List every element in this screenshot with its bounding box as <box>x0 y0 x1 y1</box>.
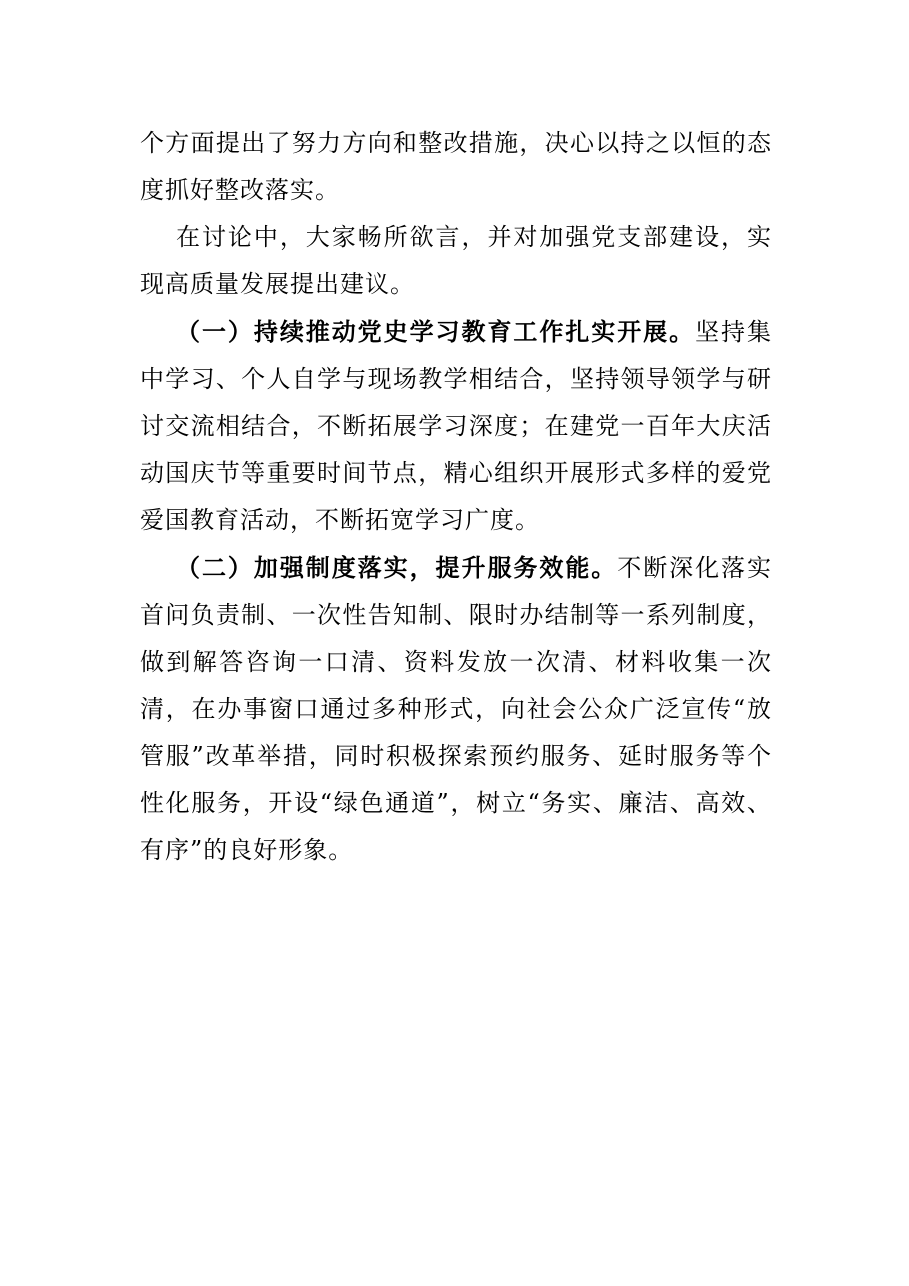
paragraph-text: 不断深化落实首问负责制、一次性告知制、限时办结制等一系列制度，做到解答咨询一口清、资料发放一次清、材料收集一次清，在办事窗口通过多种形式，向社会公众广泛宣传“放管服”改革举措，同时积极探索预约服务、延时服务等个性化服务，开设“绿色通道”，树立“务实、廉洁、高效、有序”的良好形象。 <box>140 554 773 864</box>
paragraph-item-one <box>140 308 772 544</box>
paragraph-continuation <box>140 120 772 214</box>
paragraph-item-two <box>140 544 772 874</box>
document-body <box>140 120 772 874</box>
paragraph-text: 坚持集中学习、个人自学与现场教学相结合，坚持领导领学与研讨交流相结合，不断拓展学习深度；在建党一百年大庆活动国庆节等重要时间节点，精心组织开展形式多样的爱党爱国教育活动，不断拓宽学习广度。 <box>140 318 773 534</box>
paragraph-discussion <box>140 214 772 308</box>
paragraph-heading: （一）持续推动党史学习教育工作扎实开展。 <box>176 317 696 346</box>
paragraph-heading: （二）加强制度落实，提升服务效能。 <box>176 553 618 582</box>
paragraph-text: 个方面提出了努力方向和整改措施，决心以持之以恒的态度抓好整改落实。 <box>140 129 772 204</box>
paragraph-text: 在讨论中，大家畅所欲言，并对加强党支部建设，实现高质量发展提出建议。 <box>140 223 772 298</box>
